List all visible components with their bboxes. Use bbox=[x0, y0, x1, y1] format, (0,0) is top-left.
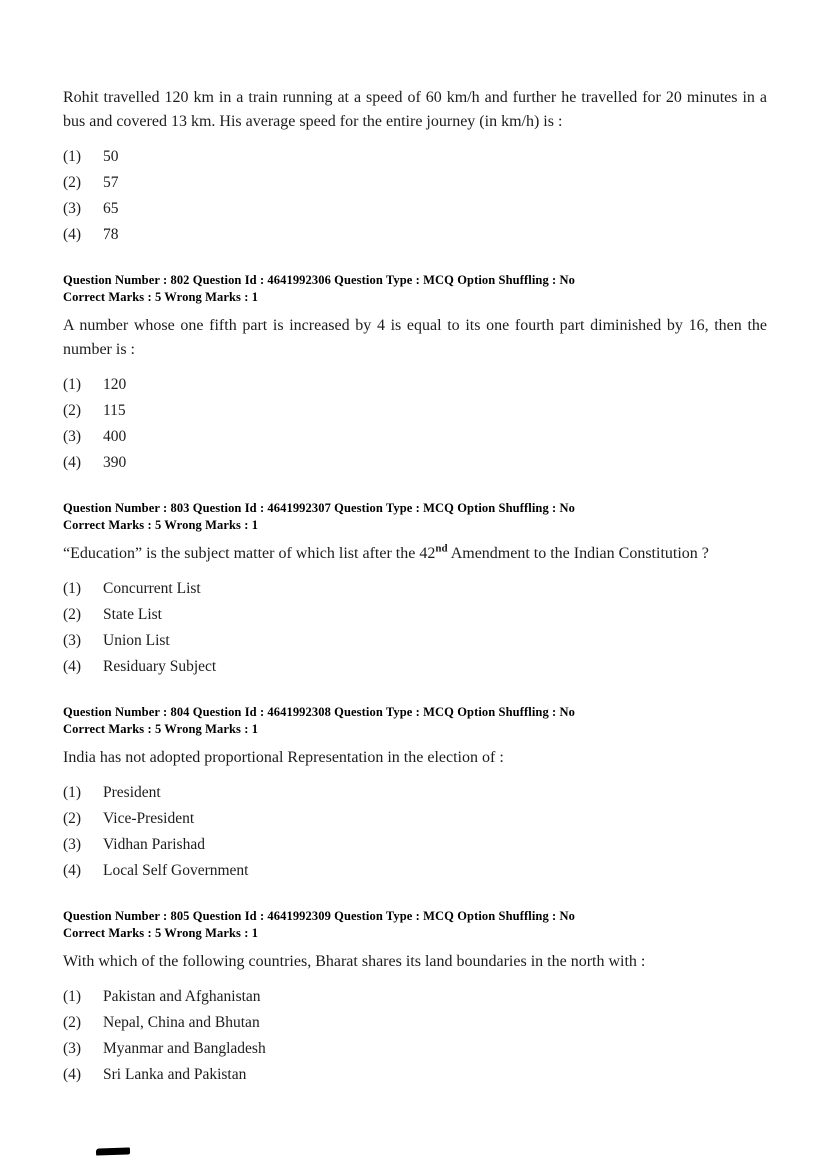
option-label: President bbox=[103, 784, 161, 801]
option-number: (3) bbox=[63, 632, 82, 649]
question-text: With which of the following countries, Bharat shares its land boundaries in the north with : bbox=[63, 953, 646, 970]
question-text bbox=[63, 542, 767, 566]
option-number: (4) bbox=[63, 1066, 82, 1083]
option-label: Pakistan and Afghanistan bbox=[103, 988, 261, 1005]
option-row bbox=[63, 602, 767, 628]
option-number: (2) bbox=[63, 1014, 82, 1031]
option-row bbox=[63, 576, 767, 602]
question-block-802 bbox=[63, 272, 767, 476]
option-label: 120 bbox=[103, 376, 127, 393]
option-row bbox=[63, 398, 767, 424]
option-row bbox=[63, 1010, 767, 1036]
question-meta-line2: Correct Marks : 5 Wrong Marks : 1 bbox=[63, 722, 259, 736]
option-number: (2) bbox=[63, 402, 82, 419]
question-meta-header bbox=[63, 272, 767, 306]
option-label: 78 bbox=[103, 226, 119, 243]
option-row bbox=[63, 170, 767, 196]
option-number: (2) bbox=[63, 606, 82, 623]
option-row bbox=[63, 1062, 767, 1088]
option-row bbox=[63, 424, 767, 450]
option-label: Union List bbox=[103, 632, 170, 649]
option-number: (4) bbox=[63, 862, 82, 879]
option-label: Residuary Subject bbox=[103, 658, 217, 675]
option-number: (2) bbox=[63, 174, 82, 191]
option-label: Local Self Government bbox=[103, 862, 249, 879]
question-text: A number whose one fifth part is increased by 4 is equal to its one fourth part diminished by 16, then the number is : bbox=[63, 317, 767, 358]
option-row bbox=[63, 858, 767, 884]
question-meta-header bbox=[63, 704, 767, 738]
option-number: (1) bbox=[63, 784, 82, 801]
option-number: (3) bbox=[63, 200, 82, 217]
question-text-pre: “Education” is the subject matter of which list after the 42 bbox=[63, 545, 436, 562]
option-label: 57 bbox=[103, 174, 119, 191]
option-number: (3) bbox=[63, 1040, 82, 1057]
option-number: (1) bbox=[63, 376, 82, 393]
option-row bbox=[63, 144, 767, 170]
option-number: (1) bbox=[63, 580, 82, 597]
question-block-801 bbox=[63, 86, 767, 248]
question-meta-header bbox=[63, 500, 767, 534]
option-row bbox=[63, 196, 767, 222]
question-meta-line2: Correct Marks : 5 Wrong Marks : 1 bbox=[63, 290, 259, 304]
question-meta-line1: Question Number : 805 Question Id : 4641992309 Question Type : MCQ Option Shuffling : No bbox=[63, 909, 575, 923]
option-number: (4) bbox=[63, 658, 82, 675]
option-label: State List bbox=[103, 606, 162, 623]
question-text: Rohit travelled 120 km in a train running at a speed of 60 km/h and further he travelled for 20 minutes in a bus and covered 13 km. His average speed for the entire journey (in km/h) is : bbox=[63, 89, 767, 130]
option-number: (4) bbox=[63, 454, 82, 471]
option-row bbox=[63, 628, 767, 654]
option-label: Vice-President bbox=[103, 810, 195, 827]
option-label: 390 bbox=[103, 454, 127, 471]
option-label: 115 bbox=[103, 402, 126, 419]
option-row bbox=[63, 1036, 767, 1062]
option-label: 400 bbox=[103, 428, 127, 445]
option-number: (3) bbox=[63, 836, 82, 853]
option-row bbox=[63, 654, 767, 680]
question-meta-line2: Correct Marks : 5 Wrong Marks : 1 bbox=[63, 518, 259, 532]
question-meta-line1: Question Number : 802 Question Id : 4641992306 Question Type : MCQ Option Shuffling : No bbox=[63, 273, 575, 287]
options-list bbox=[63, 372, 767, 476]
option-number: (1) bbox=[63, 148, 82, 165]
option-label: 50 bbox=[103, 148, 119, 165]
option-row bbox=[63, 222, 767, 248]
option-row bbox=[63, 806, 767, 832]
question-block-805 bbox=[63, 908, 767, 1088]
question-meta-line2: Correct Marks : 5 Wrong Marks : 1 bbox=[63, 926, 259, 940]
stray-ink-mark bbox=[96, 1147, 130, 1155]
option-number: (4) bbox=[63, 226, 82, 243]
option-label: Sri Lanka and Pakistan bbox=[103, 1066, 247, 1083]
options-list bbox=[63, 576, 767, 680]
option-number: (3) bbox=[63, 428, 82, 445]
question-text-superscript: nd bbox=[435, 542, 448, 555]
option-label: 65 bbox=[103, 200, 119, 217]
option-label: Nepal, China and Bhutan bbox=[103, 1014, 260, 1031]
options-list bbox=[63, 984, 767, 1088]
option-number: (2) bbox=[63, 810, 82, 827]
question-meta-header bbox=[63, 908, 767, 942]
question-meta-line1: Question Number : 804 Question Id : 4641992308 Question Type : MCQ Option Shuffling : No bbox=[63, 705, 575, 719]
option-row bbox=[63, 984, 767, 1010]
option-label: Concurrent List bbox=[103, 580, 201, 597]
question-block-803 bbox=[63, 500, 767, 680]
options-list bbox=[63, 144, 767, 248]
option-row bbox=[63, 780, 767, 806]
option-number: (1) bbox=[63, 988, 82, 1005]
question-text: India has not adopted proportional Representation in the election of : bbox=[63, 749, 504, 766]
question-block-804 bbox=[63, 704, 767, 884]
option-row bbox=[63, 450, 767, 476]
option-row bbox=[63, 372, 767, 398]
option-row bbox=[63, 832, 767, 858]
option-label: Vidhan Parishad bbox=[103, 836, 205, 853]
options-list bbox=[63, 780, 767, 884]
option-label: Myanmar and Bangladesh bbox=[103, 1040, 266, 1057]
question-text-post: Amendment to the Indian Constitution ? bbox=[447, 545, 709, 562]
question-meta-line1: Question Number : 803 Question Id : 4641992307 Question Type : MCQ Option Shuffling : No bbox=[63, 501, 575, 515]
